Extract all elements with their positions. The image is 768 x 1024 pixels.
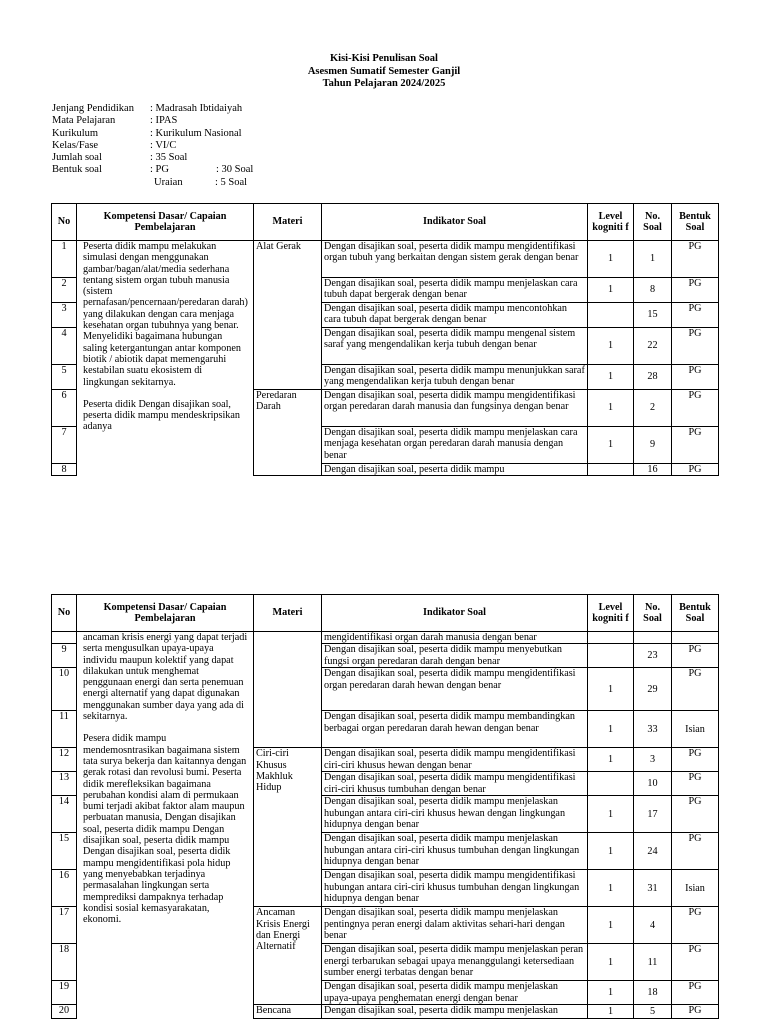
cell-materi: Ancaman Krisis Energi dan Energi Alternatif: [254, 907, 322, 1005]
cell-no: 6: [52, 390, 77, 427]
meta-row: Mata Pelajaran : IPAS: [52, 115, 178, 127]
cell-bentuk: PG: [672, 1005, 719, 1019]
cell-nosoal: 31: [634, 870, 672, 907]
cell-bentuk: PG: [672, 303, 719, 328]
cell-nosoal: 10: [634, 772, 672, 796]
header-materi: Materi: [254, 204, 322, 241]
cell-indikator: Dengan disajikan soal, peserta didik mampu mengenal sistem saraf yang mengendalikan kerja tubuh dengan benar: [322, 328, 588, 365]
cell-level: 1: [588, 711, 634, 748]
cell-level: [588, 464, 634, 476]
cell-bentuk: PG: [672, 278, 719, 303]
cell-no: 14: [52, 796, 77, 833]
table-row: [52, 241, 719, 278]
cell-bentuk: PG: [672, 833, 719, 870]
cell-indikator: Dengan disajikan soal, peserta didik mampu: [322, 464, 588, 476]
header-kd: Kompetensi Dasar/ Capaian Pembelajaran: [77, 204, 254, 241]
title-line-1: Kisi-Kisi Penulisan Soal: [330, 53, 438, 64]
meta-row: Kelas/Fase : VI/C: [52, 139, 177, 151]
cell-indikator: Dengan disajikan soal, peserta didik mampu menunjukkan saraf yang mengendalikan kerja tubuh dengan benar: [322, 365, 588, 390]
cell-nosoal: 2: [634, 390, 672, 427]
cell-bentuk: PG: [672, 748, 719, 772]
cell-no: 15: [52, 833, 77, 870]
cell-indikator: Dengan disajikan soal, peserta didik mampu membandingkan berbagai organ peredaran darah hewan dengan benar: [322, 711, 588, 748]
cell-level: 1: [588, 427, 634, 464]
cell-no: 10: [52, 668, 77, 711]
cell-nosoal: 3: [634, 748, 672, 772]
header-kd: Kompetensi Dasar/ Capaian Pembelajaran: [77, 595, 254, 632]
meta-row: Kurikulum : Kurikulum Nasional: [52, 127, 242, 139]
cell-level: 1: [588, 907, 634, 944]
cell-level: 1: [588, 328, 634, 365]
cell-nosoal: 23: [634, 644, 672, 668]
cell-nosoal: 24: [634, 833, 672, 870]
cell-indikator: Dengan disajikan soal, peserta didik mampu menjelaskan: [322, 1005, 588, 1019]
cell-indikator: Dengan disajikan soal, peserta didik mampu mencontohkan cara tubuh dapat bergerak dengan benar: [322, 303, 588, 328]
header-no: No: [52, 204, 77, 241]
kisi-kisi-table-1: [51, 203, 719, 476]
cell-kompetensi: [77, 632, 254, 1019]
cell-level: [588, 303, 634, 328]
meta-row: Jumlah soal : 35 Soal: [52, 152, 188, 164]
cell-level: 1: [588, 390, 634, 427]
cell-nosoal: 5: [634, 1005, 672, 1019]
cell-bentuk: PG: [672, 981, 719, 1005]
cell-level: [588, 632, 634, 644]
header-indikator: Indikator Soal: [322, 595, 588, 632]
cell-indikator: Dengan disajikan soal, peserta didik mampu menjelaskan pentingnya peran energi dalam aktivitas sehari-hari dengan benar: [322, 907, 588, 944]
cell-level: 1: [588, 241, 634, 278]
cell-no: 7: [52, 427, 77, 464]
cell-no: 12: [52, 748, 77, 772]
cell-level: 1: [588, 278, 634, 303]
cell-bentuk: PG: [672, 365, 719, 390]
cell-level: 1: [588, 944, 634, 981]
cell-nosoal: 18: [634, 981, 672, 1005]
cell-nosoal: 9: [634, 427, 672, 464]
cell-bentuk: PG: [672, 796, 719, 833]
header-level: Level kogniti f: [588, 204, 634, 241]
cell-indikator: Dengan disajikan soal, peserta didik mampu menjelaskan upaya-upaya penghematan energi dengan benar: [322, 981, 588, 1005]
header-indikator: Indikator Soal: [322, 204, 588, 241]
cell-nosoal: 11: [634, 944, 672, 981]
kompetensi-text: Peserta didik mampu melakukan simulasi dengan menggunakan gambar/bagan/alat/media sederhana tentang sistem organ tubuh manusia (sistem pernafasan/pencernaan/peredaran darah) yang dilakukan dengan cara menjaga kesehatan organ tubuhnya yang benar. Menyelidiki bagaimana hubungan saling ketergantungan antar komponen biotik / abiotik dapat memengaruhi kestabilan suatu ekosistem di lingkungan sekitarnya.: [83, 241, 248, 388]
header-nosoal: No. Soal: [634, 204, 672, 241]
cell-no: 3: [52, 303, 77, 328]
cell-nosoal: 8: [634, 278, 672, 303]
cell-materi: Alat Gerak: [254, 241, 322, 390]
cell-no: 20: [52, 1005, 77, 1019]
header-bentuk: Bentuk Soal: [672, 595, 719, 632]
cell-nosoal: 1: [634, 241, 672, 278]
cell-bentuk: PG: [672, 328, 719, 365]
cell-indikator: Dengan disajikan soal, peserta didik mampu menjelaskan cara menjaga kesehatan organ peredaran darah manusia dengan benar: [322, 427, 588, 464]
cell-nosoal: [634, 632, 672, 644]
header-level: Level kogniti f: [588, 595, 634, 632]
kompetensi-text: ancaman krisis energi yang dapat terjadi serta mengusulkan upaya-upaya individu maupun kolektif yang dapat dilakukan untuk menghemat penggunaan energi dan serta penemuan energi alternatif yang dapat digunakan menggunakan sumber daya yang ada di sekitarnya.: [83, 632, 248, 723]
kompetensi-text-2: Peserta didik Dengan disajikan soal, peserta didik mampu mendeskripsikan adanya: [83, 398, 241, 433]
cell-bentuk: PG: [672, 772, 719, 796]
cell-indikator: mengidentifikasi organ darah manusia dengan benar: [322, 632, 588, 644]
cell-nosoal: 17: [634, 796, 672, 833]
cell-bentuk: Isian: [672, 711, 719, 748]
cell-nosoal: 29: [634, 668, 672, 711]
document-title: [0, 53, 768, 91]
cell-bentuk: PG: [672, 668, 719, 711]
meta-row: Bentuk soal : PG : 30 Soal: [52, 164, 254, 176]
header-materi: Materi: [254, 595, 322, 632]
cell-no: 13: [52, 772, 77, 796]
cell-indikator: Dengan disajikan soal, peserta didik mampu mengidentifikasi ciri-ciri khusus hewan dengan benar: [322, 748, 588, 772]
cell-no: [52, 632, 77, 644]
table-row: [52, 632, 719, 644]
kisi-kisi-table-2: [51, 594, 719, 1019]
cell-bentuk: PG: [672, 390, 719, 427]
cell-indikator: Dengan disajikan soal, peserta didik mampu mengidentifikasi hubungan antara ciri-ciri khusus tumbuhan dengan lingkungan hidupnya dengan benar: [322, 870, 588, 907]
cell-level: 1: [588, 870, 634, 907]
cell-no: 11: [52, 711, 77, 748]
cell-materi: [254, 632, 322, 748]
cell-level: [588, 644, 634, 668]
cell-bentuk: PG: [672, 907, 719, 944]
cell-materi: Peredaran Darah: [254, 390, 322, 476]
cell-bentuk: PG: [672, 241, 719, 278]
cell-no: 17: [52, 907, 77, 944]
cell-bentuk: Isian: [672, 870, 719, 907]
cell-level: 1: [588, 1005, 634, 1019]
kompetensi-text-2: Pesera didik mampu mendemosntrasikan bagaimana sistem tata surya bekerja dan kaitannya dengan gerak rotasi dan revolusi bumi. Peserta didik merefleksikan bagaimana perubahan kondisi alam di permukaan bumi terjadi akibat faktor alam maupun perbuatan manusia, Dengan disajikan soal, peserta didik mampu Dengan disajikan soal, peserta didik mampu Dengan disajikan soal, peserta didik mampu mengidentifikasi pola hidup yang menyebabkan terjadinya permasalahan lingkungan serta memprediksi dampaknya terhadap kondisi sosial kemasyarakatan, ekonomi.: [83, 733, 247, 926]
cell-indikator: Dengan disajikan soal, peserta didik mampu menjelaskan hubungan antara ciri-ciri khusus hewan dengan lingkungan hidupnya dengan benar: [322, 796, 588, 833]
cell-materi: Bencana: [254, 1005, 322, 1019]
cell-no: 16: [52, 870, 77, 907]
cell-bentuk: [672, 632, 719, 644]
cell-no: 4: [52, 328, 77, 365]
cell-nosoal: 33: [634, 711, 672, 748]
document-meta: [52, 103, 253, 189]
cell-indikator: Dengan disajikan soal, peserta didik mampu mengidentifikasi organ peredaran darah manusia dan fungsinya dengan benar: [322, 390, 588, 427]
meta-row: Jenjang Pendidikan : Madrasah Ibtidaiyah: [52, 103, 243, 114]
cell-level: 1: [588, 668, 634, 711]
cell-no: 1: [52, 241, 77, 278]
cell-nosoal: 15: [634, 303, 672, 328]
cell-indikator: Dengan disajikan soal, peserta didik mampu mengidentifikasi organ tubuh yang berkaitan dengan sistem gerak dengan benar: [322, 241, 588, 278]
cell-indikator: Dengan disajikan soal, peserta didik mampu menjelaskan cara tubuh dapat bergerak dengan benar: [322, 278, 588, 303]
cell-level: 1: [588, 796, 634, 833]
meta-row: Uraian : 5 Soal: [154, 176, 248, 188]
cell-bentuk: PG: [672, 464, 719, 476]
cell-no: 5: [52, 365, 77, 390]
cell-indikator: Dengan disajikan soal, peserta didik mampu menjelaskan hubungan antara ciri-ciri khusus tumbuhan dengan lingkungan hidupnya dengan benar: [322, 833, 588, 870]
cell-level: 1: [588, 833, 634, 870]
header-no: No: [52, 595, 77, 632]
cell-indikator: Dengan disajikan soal, peserta didik mampu menjelaskan peran energi terbarukan sebagai upaya menanggulangi ketersediaan sumber energi terbatas dengan benar: [322, 944, 588, 981]
cell-level: 1: [588, 981, 634, 1005]
title-line-2: Asesmen Sumatif Semester Ganjil: [307, 65, 461, 77]
cell-level: 1: [588, 365, 634, 390]
cell-indikator: Dengan disajikan soal, peserta didik mampu mengidentifikasi organ peredaran darah hewan dengan benar: [322, 668, 588, 711]
cell-indikator: Dengan disajikan soal, peserta didik mampu mengidentifikasi ciri-ciri khusus tumbuhan dengan benar: [322, 772, 588, 796]
cell-no: 18: [52, 944, 77, 981]
cell-bentuk: PG: [672, 427, 719, 464]
cell-level: [588, 772, 634, 796]
cell-nosoal: 16: [634, 464, 672, 476]
cell-nosoal: 22: [634, 328, 672, 365]
cell-bentuk: PG: [672, 944, 719, 981]
cell-kompetensi: [77, 241, 254, 476]
cell-nosoal: 4: [634, 907, 672, 944]
cell-no: 8: [52, 464, 77, 476]
cell-no: 2: [52, 278, 77, 303]
cell-level: 1: [588, 748, 634, 772]
cell-materi: Ciri-ciri Khusus Makhluk Hidup: [254, 748, 322, 907]
cell-no: 9: [52, 644, 77, 668]
cell-indikator: Dengan disajikan soal, peserta didik mampu menyebutkan fungsi organ peredaran darah dengan benar: [322, 644, 588, 668]
header-nosoal: No. Soal: [634, 595, 672, 632]
header-bentuk: Bentuk Soal: [672, 204, 719, 241]
cell-bentuk: PG: [672, 644, 719, 668]
title-line-3: Tahun Pelajaran 2024/2025: [322, 78, 446, 89]
cell-no: 19: [52, 981, 77, 1005]
cell-nosoal: 28: [634, 365, 672, 390]
